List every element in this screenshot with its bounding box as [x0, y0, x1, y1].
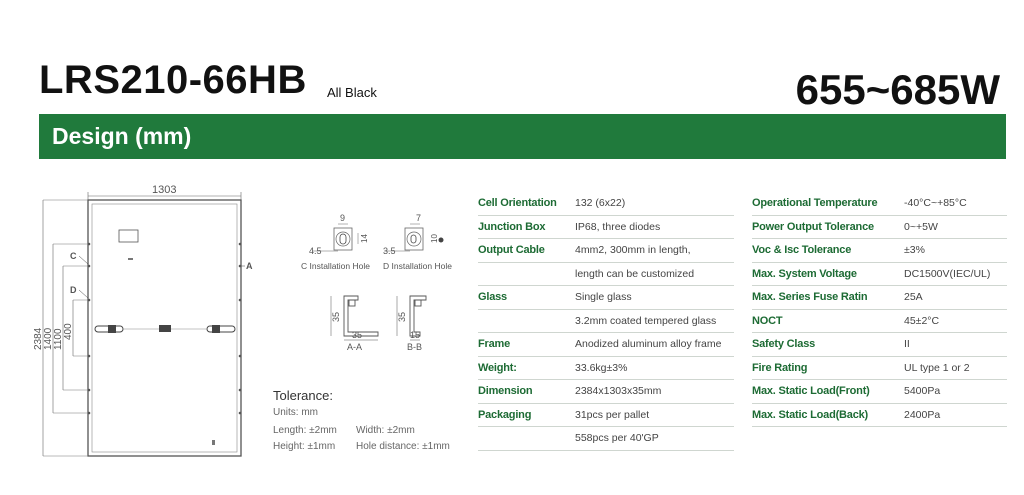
tolerance-width: Width: ±2mm [356, 425, 415, 436]
height-dimension-total: 2384 [33, 327, 44, 350]
height-dimension-1100: 1100 [53, 328, 64, 350]
spec-value: 0~+5W [904, 220, 938, 233]
spec-value: IP68, three diodes [575, 220, 661, 233]
tolerance-row-2 [273, 441, 450, 452]
spec-row [752, 380, 1007, 404]
spec-value: Single glass [575, 291, 632, 303]
spec-value: 2400Pa [904, 408, 941, 421]
d-hole-label: D Installation Hole [383, 261, 452, 271]
tolerance-height: Height: ±1mm [273, 441, 336, 452]
marker-c: C [70, 251, 77, 261]
spec-key: Fire Rating [752, 361, 808, 374]
spec-row [752, 263, 1007, 287]
height-dimension-1400: 1400 [43, 327, 54, 350]
spec-row [478, 263, 734, 287]
spec-key: Glass [478, 291, 507, 303]
bb-dim-width: 15 [410, 330, 421, 340]
spec-table-right [752, 192, 1007, 427]
power-range: 655~685W [795, 66, 1000, 113]
spec-row [478, 357, 734, 381]
tolerance-title: Tolerance: [273, 388, 333, 403]
section-title: Design (mm) [52, 123, 192, 149]
marker-a: A [246, 261, 253, 271]
spec-row [478, 404, 734, 428]
spec-value: 3.2mm coated tempered glass [575, 314, 717, 327]
spec-key: Max. Static Load(Back) [752, 408, 869, 421]
spec-value: -40°C~+85°C [904, 197, 967, 209]
spec-row [752, 310, 1007, 334]
height-dimension-400: 400 [63, 323, 74, 340]
spec-row [752, 404, 1007, 428]
spec-row [478, 192, 734, 216]
bb-label: B-B [407, 342, 423, 352]
spec-key: Max. Static Load(Front) [752, 385, 870, 397]
aa-dim-width: 35 [352, 330, 363, 340]
model-title: LRS210-66HB [39, 58, 307, 102]
spec-key: Cell Orientation [478, 197, 557, 209]
tolerance-row-1 [273, 425, 415, 436]
spec-value: 558pcs per 40'GP [575, 432, 659, 444]
aa-label: A-A [347, 342, 363, 352]
spec-key: Max. Series Fuse Ratin [752, 291, 868, 303]
spec-value: DC1500V(IEC/UL) [904, 267, 991, 280]
d-dim-width: 7 [416, 213, 422, 223]
spec-key: Voc & Isc Tolerance [752, 244, 852, 256]
spec-value: UL type 1 or 2 [904, 361, 970, 374]
spec-value: 4mm2, 300mm in length, [575, 244, 691, 256]
spec-key: Weight: [478, 361, 517, 374]
spec-row [478, 286, 734, 310]
spec-key: Safety Class [752, 338, 816, 350]
spec-row [752, 239, 1007, 263]
tolerance-units: Units: mm [273, 407, 318, 418]
spec-value: 2384x1303x35mm [575, 385, 662, 397]
c-dim-width: 9 [340, 213, 346, 223]
spec-row [478, 310, 734, 334]
spec-table-left [478, 192, 734, 451]
spec-row [752, 357, 1007, 381]
spec-row [752, 333, 1007, 357]
spec-value: II [904, 338, 910, 350]
aa-dim-height: 35 [331, 311, 341, 322]
tolerance-hole: Hole distance: ±1mm [356, 441, 450, 452]
c-hole-label: C Installation Hole [301, 261, 370, 271]
tolerance-length: Length: ±2mm [273, 425, 337, 436]
spec-key: Dimension [478, 385, 533, 397]
spec-row [478, 427, 734, 451]
spec-row [478, 239, 734, 263]
spec-value: 25A [904, 291, 923, 303]
marker-d: D [70, 285, 77, 295]
spec-row [752, 286, 1007, 310]
spec-value: Anodized aluminum alloy frame [575, 338, 722, 350]
spec-value: 5400Pa [904, 385, 941, 397]
d-dim-offset: 3.5 [383, 246, 396, 256]
spec-key: Max. System Voltage [752, 267, 857, 280]
spec-row [752, 192, 1007, 216]
spec-key: Junction Box [478, 220, 546, 233]
spec-value: 31pcs per pallet [575, 408, 650, 421]
spec-row [478, 216, 734, 240]
spec-value: ±3% [904, 244, 925, 256]
bb-dim-height: 35 [397, 311, 407, 322]
spec-row [478, 333, 734, 357]
width-dimension: 1303 [152, 184, 177, 196]
spec-row [478, 380, 734, 404]
c-dim-height: 14 [360, 234, 369, 243]
model-subtitle: All Black [327, 85, 377, 100]
spec-value: 33.6kg±3% [575, 361, 628, 374]
spec-key: Power Output Tolerance [752, 220, 874, 233]
spec-key: Operational Temperature [752, 197, 878, 209]
cable-right [207, 326, 235, 332]
spec-value: 45±2°C [904, 314, 940, 327]
spec-key: Packaging [478, 408, 532, 421]
c-dim-offset: 4.5 [309, 246, 322, 256]
spec-value: length can be customized [575, 267, 695, 280]
spec-key: NOCT [752, 314, 783, 327]
d-dim-height: 10 [430, 234, 439, 243]
junction-box [159, 325, 171, 332]
spec-key: Frame [478, 338, 511, 350]
spec-row [752, 216, 1007, 240]
spec-key: Output Cable [478, 244, 545, 256]
spec-value: 132 (6x22) [575, 197, 626, 209]
